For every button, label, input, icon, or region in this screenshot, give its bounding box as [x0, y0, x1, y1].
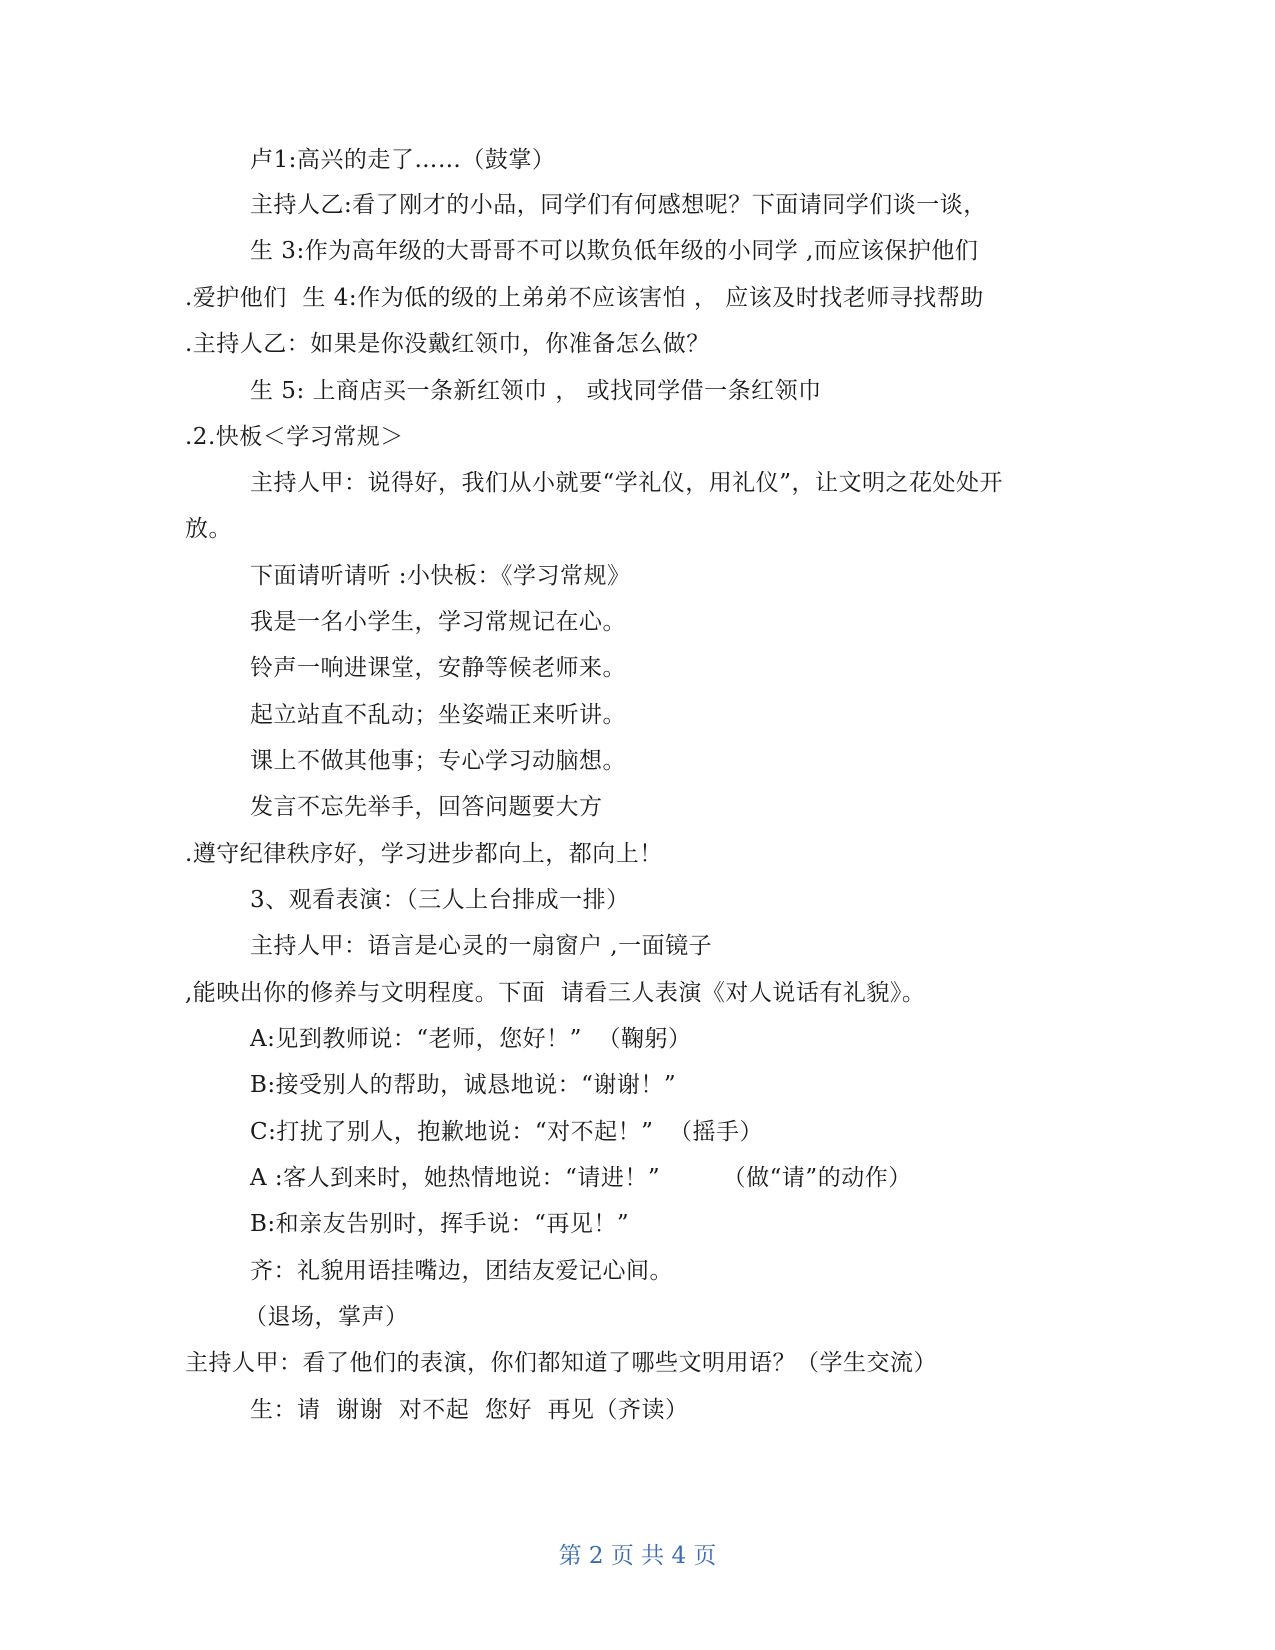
text-line: .爱护他们 生 4:作为低的级的上弟弟不应该害怕 ， 应该及时找老师寻找帮助 — [185, 285, 984, 311]
page-number-footer: 第 2 页 共 4 页 — [558, 1543, 717, 1569]
text-line: C:打扰了别人，抱歉地说：“对不起！” （摇手） — [250, 1119, 763, 1145]
text-line: ,能映出你的修养与文明程度。下面 请看三人表演《对人说话有礼貌》。 — [185, 980, 926, 1006]
text-line: 主持人乙:看了刚才的小品，同学们有何感想呢？下面请同学们谈一谈， — [250, 192, 987, 218]
text-line: 主持人甲：语言是心灵的一扇窗户 ,一面镜子 — [250, 933, 713, 959]
text-line: 齐：礼貌用语挂嘴边，团结友爱记心间。 — [250, 1258, 673, 1284]
text-line: 起立站直不乱动；坐姿端正来听讲。 — [250, 702, 626, 728]
text-line: 3、观看表演：（三人上台排成一排） — [250, 887, 630, 913]
text-line: （退场，掌声） — [244, 1304, 409, 1330]
text-line: 卢1:高兴的走了……（鼓掌） — [250, 147, 556, 173]
text-line: B:接受别人的帮助，诚恳地说：“谢谢！” — [250, 1072, 677, 1098]
text-line: 生：请 谢谢 对不起 您好 再见（齐读） — [250, 1397, 689, 1423]
text-line: 放。 — [185, 516, 232, 542]
text-line: B:和亲友告别时，挥手说：“再见！” — [250, 1211, 630, 1237]
text-line: 生 5: 上商店买一条新红领巾 ， 或找同学借一条红领巾 — [250, 378, 822, 404]
text-line: A :客人到来时，她热情地说：“请进！” （做“请”的动作） — [250, 1165, 912, 1191]
text-line: 下面请听请听 :小快板：《学习常规》 — [250, 563, 631, 589]
text-line: 铃声一响进课堂，安静等候老师来。 — [250, 655, 626, 681]
text-line: 主持人甲：说得好，我们从小就要“学礼仪，用礼仪”，让文明之花处处开 — [250, 470, 1004, 496]
text-line: 发言不忘先举手，回答问题要大方 — [250, 794, 603, 820]
text-line: A:见到教师说：“老师，您好！” （鞠躬） — [250, 1026, 692, 1052]
text-line: 课上不做其他事；专心学习动脑想。 — [250, 748, 626, 774]
text-line: .主持人乙：如果是你没戴红领巾，你准备怎么做？ — [185, 331, 710, 357]
text-line: 生 3:作为高年级的大哥哥不可以欺负低年级的小同学 ,而应该保护他们 — [250, 238, 979, 264]
text-line: .遵守纪律秩序好，学习进步都向上，都向上！ — [185, 841, 663, 867]
text-line: .2.快板＜学习常规＞ — [185, 424, 404, 450]
text-line: 主持人甲：看了他们的表演，你们都知道了哪些文明用语？（学生交流） — [185, 1350, 937, 1376]
text-line: 我是一名小学生，学习常规记在心。 — [250, 609, 626, 635]
